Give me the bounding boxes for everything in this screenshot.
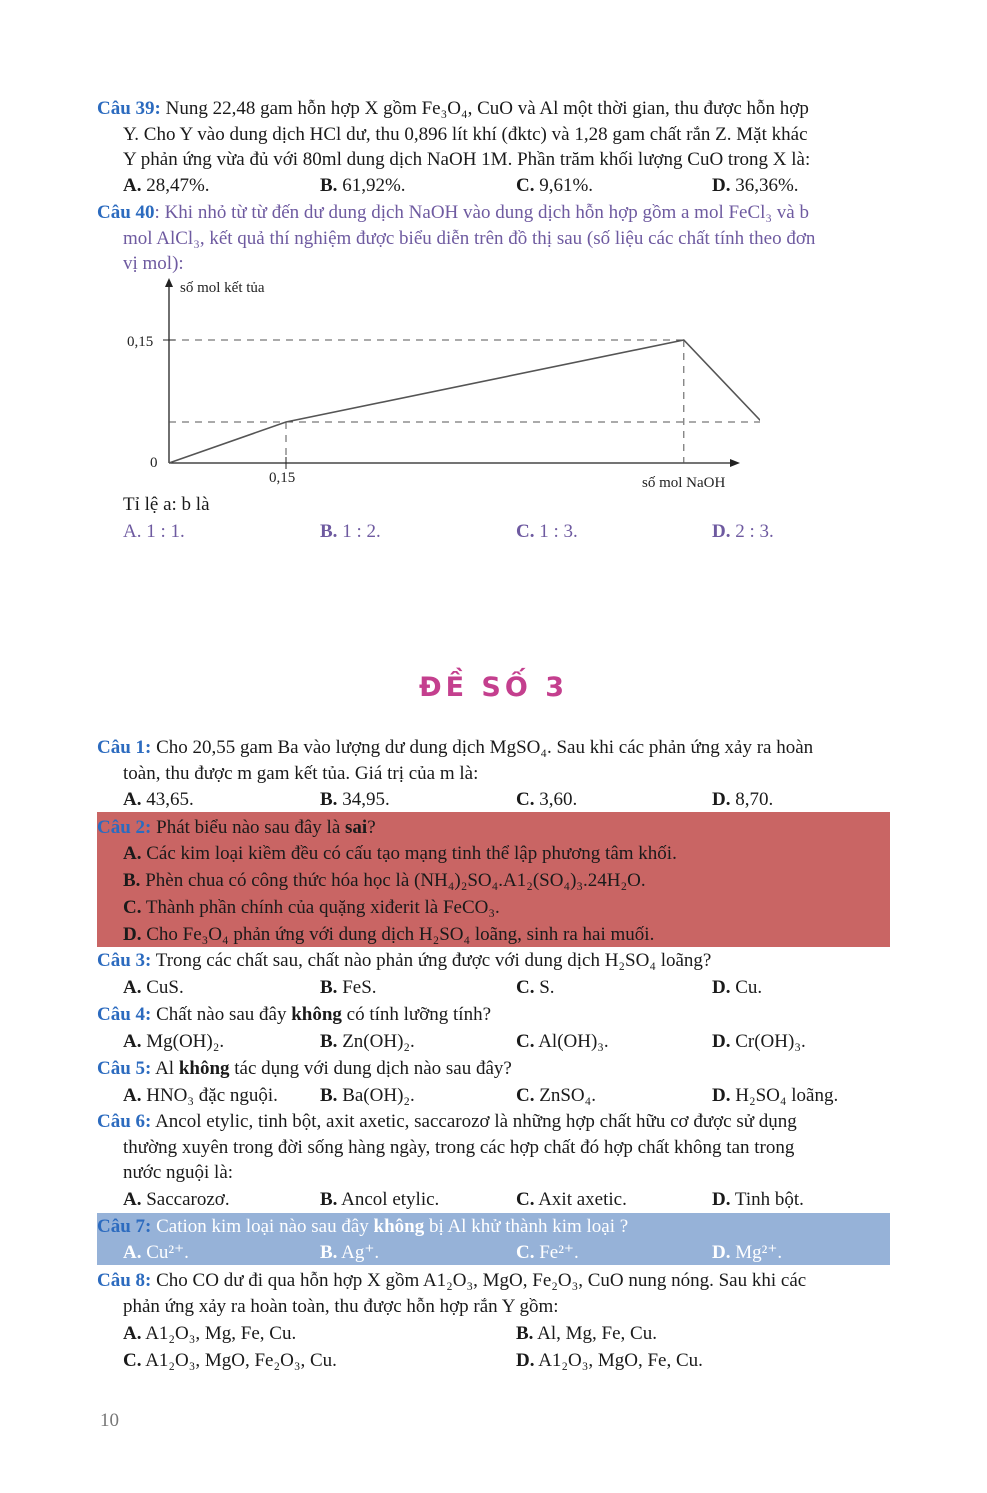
question-label: Câu 5:	[97, 1058, 152, 1079]
option-c: C. S.	[516, 977, 555, 998]
option-c: C. A1₂O₃, MgO, Fe₂O₃, Cu.	[123, 1350, 337, 1371]
question-text: nước nguội là:	[123, 1162, 234, 1183]
option-a: A. Saccarozơ.	[123, 1189, 230, 1210]
precipitate-chart	[120, 275, 760, 495]
question-5: Câu 5: Al không tác dụng với dung dịch nào sau đây?	[97, 1058, 512, 1079]
option-d: D. Tinh bột.	[712, 1189, 804, 1210]
series-line	[169, 340, 760, 463]
option-d: D. Cho Fe₃O₄ phản ứng với dung dịch H₂SO₄ loãng, sinh ra hai muối.	[123, 924, 655, 945]
option-a: A. 28,47%.	[123, 175, 210, 196]
question-4: Câu 4: Chất nào sau đây không có tính lưỡng tính?	[97, 1004, 492, 1025]
option-c: C. ZnSO₄.	[516, 1085, 597, 1106]
question-1	[97, 735, 892, 786]
question-text: Cho CO dư đi qua hỗn hợp X gồm A1₂O₃, MgO, Fe₂O₃, CuO nung nóng. Sau khi các	[156, 1270, 807, 1291]
option-a: A. 1 : 1.	[123, 521, 185, 542]
question-text: mol AlCl₃, kết quả thí nghiệm được biểu diễn trên đồ thị sau (số liệu các chất tính theo đơn	[123, 227, 816, 249]
option-b: B. 61,92%.	[320, 175, 406, 196]
option-b: B. FeS.	[320, 977, 377, 998]
question-text: vị mol):	[123, 253, 184, 274]
option-a: A. HNO₃ đặc nguội.	[123, 1085, 278, 1106]
option-a: A. Cu²⁺.	[123, 1242, 189, 1263]
question-40	[97, 200, 892, 277]
option-b: B. Ag⁺.	[320, 1242, 380, 1263]
question-2: Câu 2: Phát biểu nào sau đây là sai?	[97, 817, 376, 838]
option-c: C. 1 : 3.	[516, 521, 578, 542]
option-c: C. Thành phần chính của quặng xiđerit là FeCO₃.	[123, 897, 500, 918]
option-a: A. A1₂O₃, Mg, Fe, Cu.	[123, 1323, 297, 1344]
option-b: B. Ba(OH)₂.	[320, 1085, 415, 1106]
option-d: D. H₂SO₄ loãng.	[712, 1085, 839, 1106]
y-axis-arrow	[165, 278, 173, 287]
option-c: C. 3,60.	[516, 789, 578, 810]
option-a: A. CuS.	[123, 977, 184, 998]
question-label: Câu 2:	[97, 817, 152, 838]
option-a: A. 43,65.	[123, 789, 194, 810]
option-d: D. 8,70.	[712, 789, 774, 810]
question-text: Cho 20,55 gam Ba vào lượng dư dung dịch MgSO₄. Sau khi các phản ứng xảy ra hoàn	[156, 737, 814, 758]
option-b: B. Al, Mg, Fe, Cu.	[516, 1323, 657, 1344]
question-3: Câu 3: Trong các chất sau, chất nào phản ứng được với dung dịch H₂SO₄ loãng?	[97, 950, 712, 971]
guide-lines	[169, 340, 760, 463]
page-number: 10	[100, 1410, 119, 1431]
option-d: D. Mg²⁺.	[712, 1242, 783, 1263]
y-axis-label: số mol kết tủa	[180, 280, 265, 296]
option-a: A. Mg(OH)₂.	[123, 1031, 225, 1052]
option-b: B. 34,95.	[320, 789, 390, 810]
question-label: Câu 7:	[97, 1216, 152, 1237]
question-text: phản ứng xảy ra hoàn toàn, thu được hỗn hợp rắn Y gồm:	[123, 1295, 559, 1317]
x-tick-label: 0,15	[269, 470, 296, 486]
option-d: D. A1₂O₃, MgO, Fe, Cu.	[516, 1350, 703, 1371]
question-label: Câu 40	[97, 202, 155, 223]
option-a: A. Các kim loại kiềm đều có cấu tạo mạng tinh thể lập phương tâm khối.	[123, 843, 677, 864]
ratio-prompt: Tỉ lệ a: b là	[123, 494, 210, 515]
question-text: Y. Cho Y vào dung dịch HCl dư, thu 0,896 lít khí (đktc) và 1,28 gam chất rắn Z. Mặt khác	[123, 123, 808, 145]
option-d: D. 36,36%.	[712, 175, 799, 196]
question-text: : Khi nhỏ từ từ đến dư dung dịch NaOH vào dung dịch hỗn hợp gồm a mol FeCl₃ và b	[154, 202, 809, 223]
option-d: D. Cu.	[712, 977, 763, 998]
question-label: Câu 1:	[97, 737, 152, 758]
question-text: Ancol etylic, tinh bột, axit axetic, saccarozơ là những hợp chất hữu cơ được sử dụng	[155, 1111, 797, 1132]
x-axis-arrow	[730, 459, 740, 467]
question-label: Câu 3:	[97, 950, 152, 971]
question-6	[97, 1109, 892, 1186]
y-tick-label: 0	[150, 455, 158, 471]
option-c: C. 9,61%.	[516, 175, 594, 196]
question-label: Câu 6:	[97, 1111, 152, 1132]
section-title: ĐỀ SỐ 3	[418, 672, 569, 703]
option-d: D. 2 : 3.	[712, 521, 774, 542]
x-axis-label: số mol NaOH	[642, 475, 726, 491]
question-label: Câu 4:	[97, 1004, 152, 1025]
question-text: thường xuyên trong đời sống hàng ngày, trong các hợp chất đó hợp chất không tan trong	[123, 1136, 795, 1158]
option-c: C. Fe²⁺.	[516, 1242, 579, 1263]
option-b: B. Phèn chua có công thức hóa học là (NH₄)₂SO₄.A1₂(SO₄)₃.24H₂O.	[123, 870, 646, 891]
option-d: D. Cr(OH)₃.	[712, 1031, 806, 1052]
option-c: C. Al(OH)₃.	[516, 1031, 609, 1052]
question-text: toàn, thu được m gam kết tủa. Giá trị của m là:	[123, 762, 479, 784]
question-8	[97, 1268, 892, 1319]
option-b: B. Ancol etylic.	[320, 1189, 440, 1210]
question-text: Nung 22,48 gam hỗn hợp X gồm Fe₃O₄, CuO và Al một thời gian, thu được hỗn hợp	[165, 98, 809, 119]
question-label: Câu 8:	[97, 1270, 152, 1291]
y-tick-label: 0,15	[127, 334, 154, 350]
question-39	[97, 96, 892, 173]
question-label: Câu 39:	[97, 98, 161, 119]
question-7: Câu 7: Cation kim loại nào sau đây không bị Al khử thành kim loại ?	[97, 1216, 629, 1237]
option-c: C. Axit axetic.	[516, 1189, 627, 1210]
option-b: B. 1 : 2.	[320, 521, 381, 542]
question-text: Y phản ứng vừa đủ với 80ml dung dịch NaOH 1M. Phần trăm khối lượng CuO trong X là:	[123, 149, 811, 170]
option-b: B. Zn(OH)₂.	[320, 1031, 415, 1052]
